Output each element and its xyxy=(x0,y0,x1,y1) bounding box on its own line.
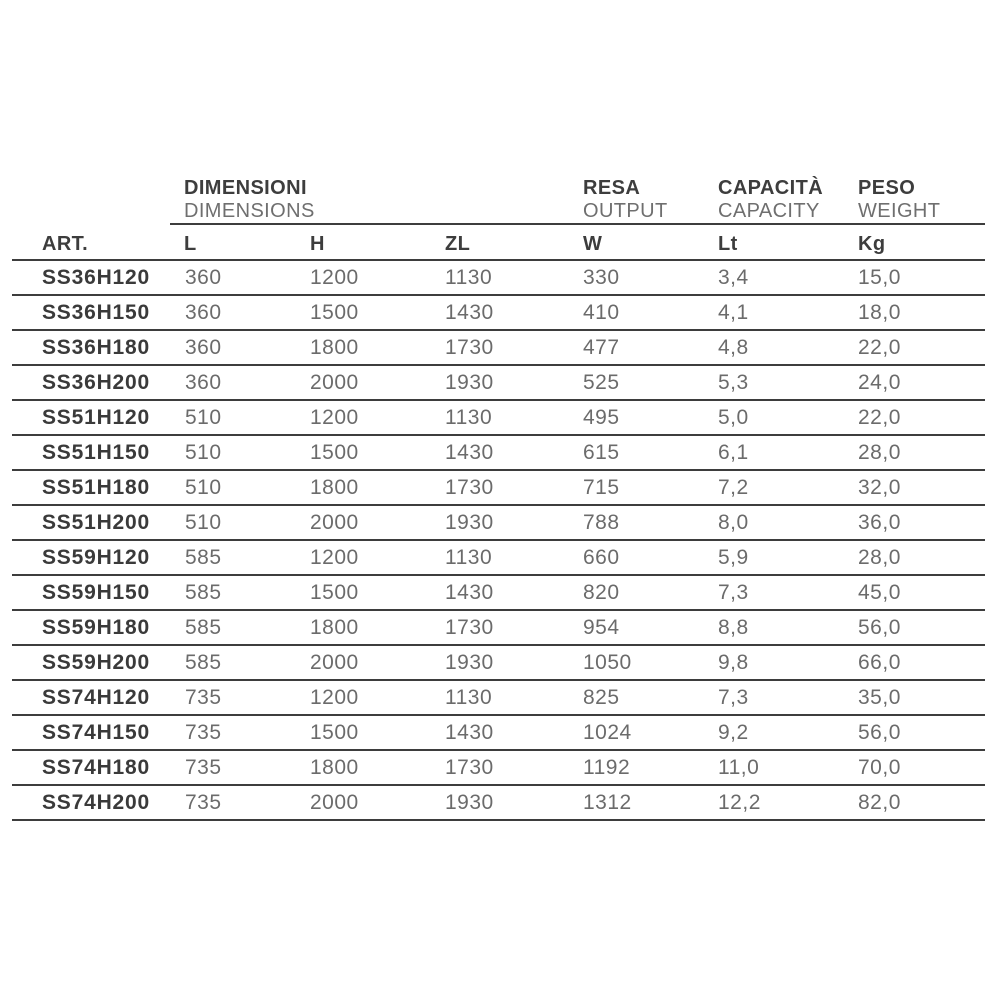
cell-kg: 70,0 xyxy=(858,750,985,785)
cell-zl: 1430 xyxy=(445,575,583,610)
cell-w: 660 xyxy=(583,540,718,575)
cell-w: 410 xyxy=(583,295,718,330)
cell-zl: 1930 xyxy=(445,645,583,680)
cell-h: 1200 xyxy=(310,400,445,435)
spec-table-body xyxy=(12,261,985,820)
cell-kg: 32,0 xyxy=(858,470,985,505)
group-title-italian: CAPACITÀ xyxy=(718,177,824,199)
cell-lt: 3,4 xyxy=(718,261,858,295)
cell-h: 1800 xyxy=(310,470,445,505)
column-header-art: ART. xyxy=(42,233,89,255)
cell-lt: 8,0 xyxy=(718,505,858,540)
cell-kg: 66,0 xyxy=(858,645,985,680)
art-code: SS36H180 xyxy=(12,330,185,365)
cell-lt: 9,8 xyxy=(718,645,858,680)
cell-w: 1312 xyxy=(583,785,718,820)
cell-w: 820 xyxy=(583,575,718,610)
cell-kg: 28,0 xyxy=(858,540,985,575)
cell-zl: 1730 xyxy=(445,610,583,645)
cell-h: 2000 xyxy=(310,645,445,680)
cell-zl: 1130 xyxy=(445,261,583,295)
cell-zl: 1730 xyxy=(445,750,583,785)
cell-l: 360 xyxy=(185,261,310,295)
cell-l: 585 xyxy=(185,610,310,645)
table-row xyxy=(12,785,985,820)
cell-l: 735 xyxy=(185,750,310,785)
cell-l: 510 xyxy=(185,470,310,505)
cell-h: 1800 xyxy=(310,750,445,785)
art-code: SS51H180 xyxy=(12,470,185,505)
group-header-weight xyxy=(858,177,940,223)
group-header-output xyxy=(583,177,668,223)
cell-h: 1200 xyxy=(310,540,445,575)
cell-h: 1500 xyxy=(310,575,445,610)
cell-zl: 1430 xyxy=(445,435,583,470)
cell-lt: 5,3 xyxy=(718,365,858,400)
cell-lt: 11,0 xyxy=(718,750,858,785)
cell-l: 735 xyxy=(185,785,310,820)
cell-h: 1500 xyxy=(310,435,445,470)
group-title-italian: PESO xyxy=(858,177,916,199)
column-header-w: W xyxy=(583,233,603,255)
cell-l: 360 xyxy=(185,330,310,365)
cell-zl: 1730 xyxy=(445,470,583,505)
cell-h: 1800 xyxy=(310,610,445,645)
cell-w: 825 xyxy=(583,680,718,715)
group-title-english: OUTPUT xyxy=(583,200,668,222)
cell-l: 360 xyxy=(185,365,310,400)
cell-w: 525 xyxy=(583,365,718,400)
cell-l: 510 xyxy=(185,400,310,435)
spec-table xyxy=(12,261,985,821)
art-code: SS59H120 xyxy=(12,540,185,575)
table-row xyxy=(12,261,985,295)
cell-kg: 15,0 xyxy=(858,261,985,295)
table-row xyxy=(12,540,985,575)
cell-h: 1200 xyxy=(310,261,445,295)
cell-w: 954 xyxy=(583,610,718,645)
cell-w: 477 xyxy=(583,330,718,365)
cell-kg: 56,0 xyxy=(858,715,985,750)
art-code: SS36H120 xyxy=(12,261,185,295)
cell-zl: 1930 xyxy=(445,785,583,820)
cell-kg: 22,0 xyxy=(858,400,985,435)
table-row xyxy=(12,295,985,330)
cell-w: 1024 xyxy=(583,715,718,750)
table-row xyxy=(12,575,985,610)
cell-zl: 1430 xyxy=(445,715,583,750)
cell-kg: 18,0 xyxy=(858,295,985,330)
cell-l: 510 xyxy=(185,435,310,470)
group-title-english: DIMENSIONS xyxy=(184,200,315,222)
cell-h: 2000 xyxy=(310,505,445,540)
cell-lt: 8,8 xyxy=(718,610,858,645)
group-title-italian: DIMENSIONI xyxy=(184,177,307,199)
cell-h: 1800 xyxy=(310,330,445,365)
cell-lt: 9,2 xyxy=(718,715,858,750)
column-header-lt: Lt xyxy=(718,233,738,255)
cell-lt: 7,3 xyxy=(718,575,858,610)
group-header-capacity xyxy=(718,177,823,223)
table-row xyxy=(12,715,985,750)
table-row xyxy=(12,470,985,505)
group-header-rule xyxy=(170,223,985,225)
column-header-l: L xyxy=(184,233,197,255)
table-row xyxy=(12,400,985,435)
cell-w: 495 xyxy=(583,400,718,435)
cell-w: 1050 xyxy=(583,645,718,680)
art-code: SS59H150 xyxy=(12,575,185,610)
cell-h: 1500 xyxy=(310,295,445,330)
table-row xyxy=(12,365,985,400)
cell-l: 585 xyxy=(185,645,310,680)
table-row xyxy=(12,750,985,785)
art-code: SS51H120 xyxy=(12,400,185,435)
cell-l: 735 xyxy=(185,715,310,750)
group-title-english: WEIGHT xyxy=(858,200,941,222)
group-header-dimensions xyxy=(184,177,315,223)
cell-zl: 1430 xyxy=(445,295,583,330)
table-row xyxy=(12,330,985,365)
cell-w: 615 xyxy=(583,435,718,470)
cell-kg: 82,0 xyxy=(858,785,985,820)
cell-kg: 28,0 xyxy=(858,435,985,470)
cell-l: 360 xyxy=(185,295,310,330)
cell-zl: 1730 xyxy=(445,330,583,365)
cell-lt: 5,0 xyxy=(718,400,858,435)
cell-w: 330 xyxy=(583,261,718,295)
cell-h: 1500 xyxy=(310,715,445,750)
cell-w: 788 xyxy=(583,505,718,540)
cell-w: 715 xyxy=(583,470,718,505)
cell-kg: 35,0 xyxy=(858,680,985,715)
cell-l: 510 xyxy=(185,505,310,540)
cell-lt: 4,8 xyxy=(718,330,858,365)
group-title-english: CAPACITY xyxy=(718,200,820,222)
column-header-zl: ZL xyxy=(445,233,471,255)
cell-zl: 1130 xyxy=(445,680,583,715)
cell-kg: 22,0 xyxy=(858,330,985,365)
cell-h: 1200 xyxy=(310,680,445,715)
cell-kg: 56,0 xyxy=(858,610,985,645)
art-code: SS36H150 xyxy=(12,295,185,330)
art-code: SS74H150 xyxy=(12,715,185,750)
art-code: SS74H200 xyxy=(12,785,185,820)
cell-lt: 4,1 xyxy=(718,295,858,330)
cell-kg: 45,0 xyxy=(858,575,985,610)
group-title-italian: RESA xyxy=(583,177,641,199)
art-code: SS59H200 xyxy=(12,645,185,680)
cell-zl: 1930 xyxy=(445,505,583,540)
cell-lt: 6,1 xyxy=(718,435,858,470)
cell-w: 1192 xyxy=(583,750,718,785)
cell-zl: 1930 xyxy=(445,365,583,400)
cell-zl: 1130 xyxy=(445,540,583,575)
column-header-kg: Kg xyxy=(858,233,886,255)
table-row xyxy=(12,610,985,645)
cell-lt: 7,3 xyxy=(718,680,858,715)
cell-zl: 1130 xyxy=(445,400,583,435)
table-row xyxy=(12,505,985,540)
cell-lt: 5,9 xyxy=(718,540,858,575)
art-code: SS51H200 xyxy=(12,505,185,540)
cell-lt: 12,2 xyxy=(718,785,858,820)
cell-h: 2000 xyxy=(310,365,445,400)
art-code: SS59H180 xyxy=(12,610,185,645)
table-row xyxy=(12,645,985,680)
cell-h: 2000 xyxy=(310,785,445,820)
table-row xyxy=(12,435,985,470)
table-row xyxy=(12,680,985,715)
cell-kg: 24,0 xyxy=(858,365,985,400)
cell-kg: 36,0 xyxy=(858,505,985,540)
art-code: SS36H200 xyxy=(12,365,185,400)
column-header-h: H xyxy=(310,233,325,255)
cell-l: 585 xyxy=(185,575,310,610)
art-code: SS74H120 xyxy=(12,680,185,715)
cell-l: 585 xyxy=(185,540,310,575)
cell-l: 735 xyxy=(185,680,310,715)
cell-lt: 7,2 xyxy=(718,470,858,505)
art-code: SS51H150 xyxy=(12,435,185,470)
art-code: SS74H180 xyxy=(12,750,185,785)
